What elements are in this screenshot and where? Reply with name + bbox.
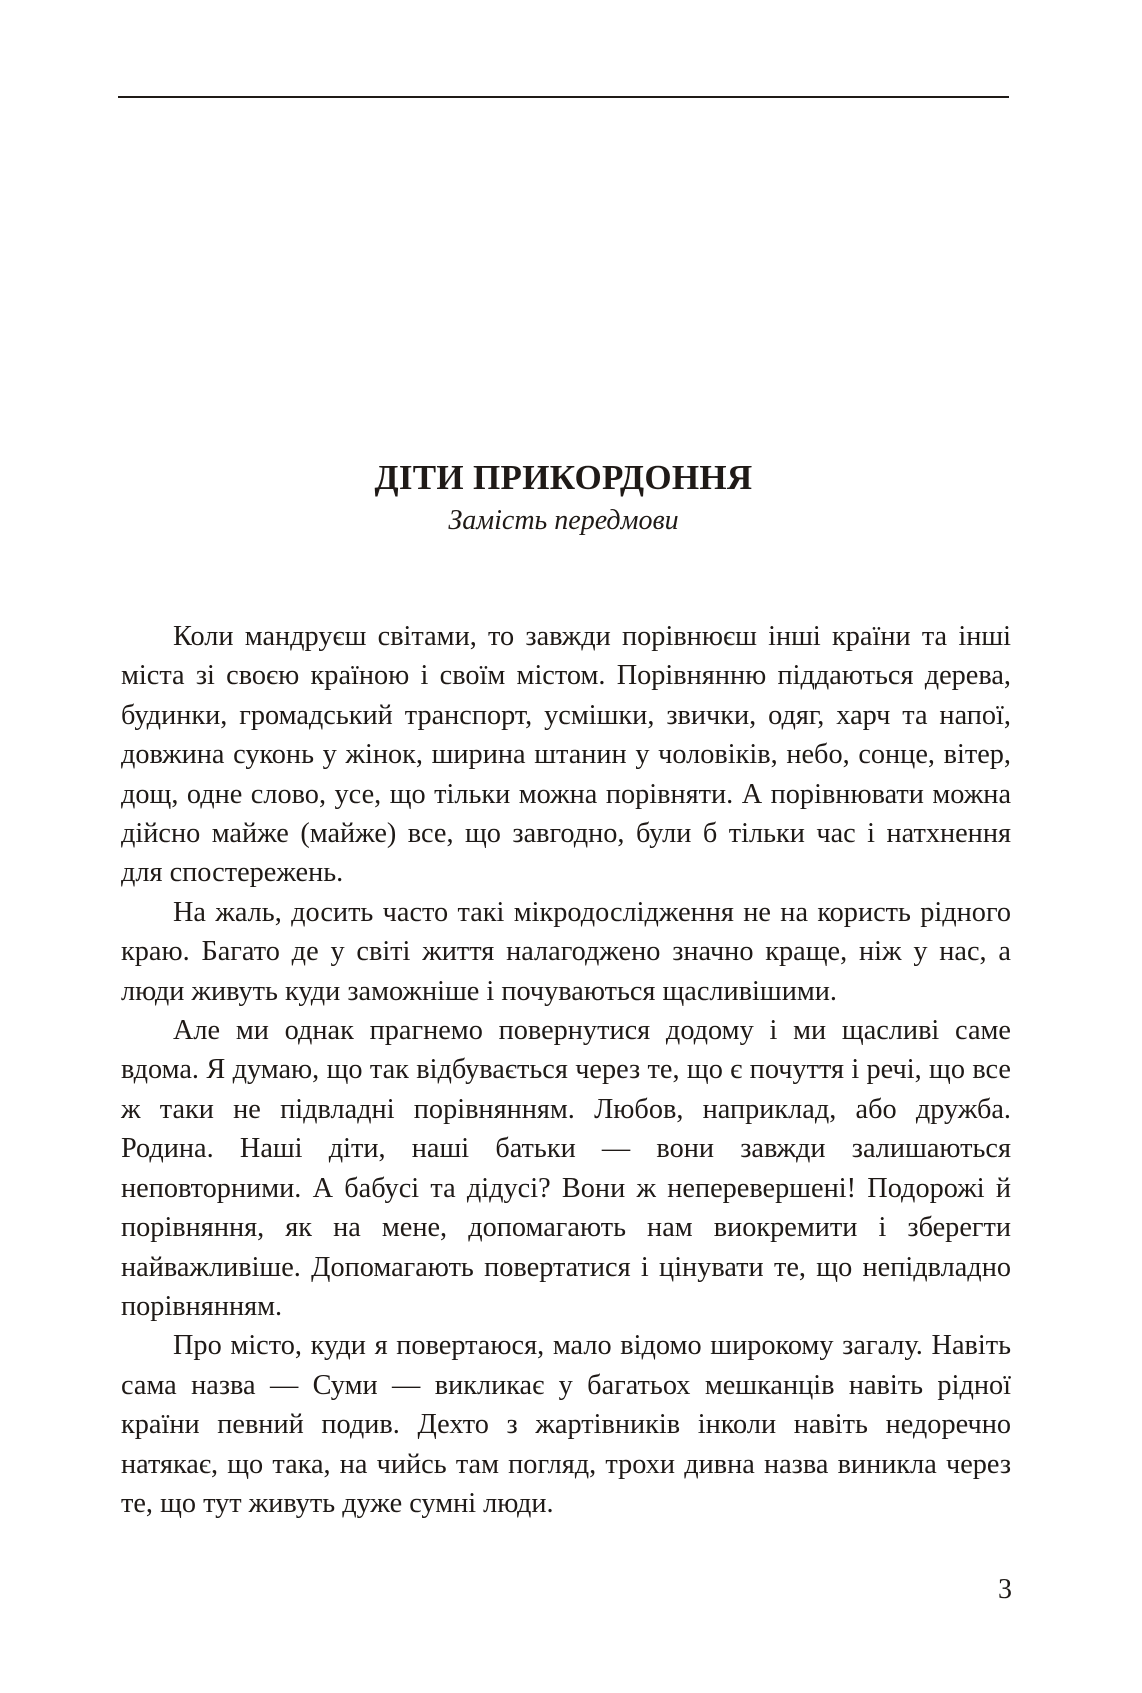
paragraph: На жаль, досить часто такі мікродослідження не на користь рідного краю. Багато де у світі життя налагоджено значно краще, ніж у нас, а люди живуть куди заможніше і почуваються щасливішими. — [121, 896, 1011, 1007]
paragraph: Про місто, куди я повертаюся, мало відомо широкому загалу. Навіть сама назва — Суми — викликає у багатьох мешканців навіть рідної країни певний подив. Дехто з жартівників інколи навіть недоречно натякає, що така, на чийсь там погляд, трохи дивна назва виникла через те, що тут живуть дуже сумні люди. — [121, 1330, 1011, 1519]
chapter-title: ДІТИ ПРИКОРДОННЯ — [374, 458, 753, 497]
body-text — [121, 617, 1011, 1523]
paragraph: Коли мандруєш світами, то завжди порівнюєш інші країни та інші міста зі своєю країною і своїм містом. Порівнянню піддаються дерева, будинки, громадський транспорт, усмішки, звички, одяг, харч та напої, довжина суконь у жінок, ширина штанин у чоловіків, небо, сонце, вітер, дощ, одне слово, усе, що тільки можна порівняти. А порівнювати можна дійсно майже (майже) все, що завгодно, були б тільки час і натхнення для спостережень. — [121, 621, 1011, 889]
chapter-subtitle: Замість передмови — [448, 505, 679, 536]
header-rule — [118, 96, 1009, 98]
page-number: 3 — [998, 1574, 1012, 1605]
paragraph: Але ми однак прагнемо повернутися додому і ми щасливі саме вдома. Я думаю, що так відбувається через те, що є почуття і речі, що все ж таки не підвладні порівнянням. Любов, наприклад, або дружба. Родина. Наші діти, наші батьки — вони завжди залишаються неповторними. А бабусі та дідусі? Вони ж неперевершені! Подорожі й порівняння, як на мене, допомагають нам виокремити і зберегти найважливіше. Допомагають повертатися і цінувати те, що непідвладно порівнянням. — [121, 1015, 1011, 1322]
